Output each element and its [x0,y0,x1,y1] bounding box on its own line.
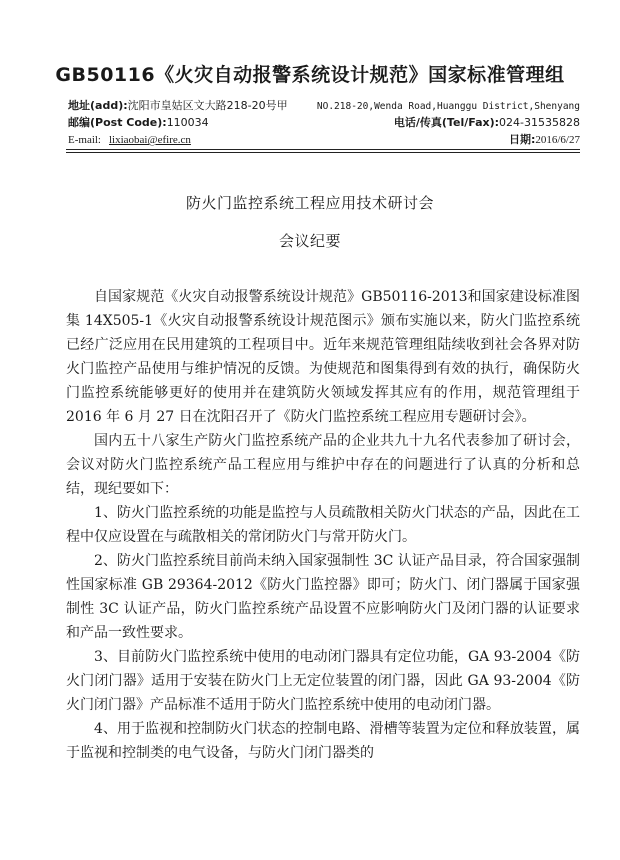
postcode-label: 邮编(Post Code): [68,116,167,129]
paragraph: 自国家规范《火灾自动报警系统设计规范》GB50116-2013和国家建设标准图集 14X505-1《火灾自动报警系统设计规范图示》颁布实施以来，防火门监控系统已经广泛应用在民用建筑的工程项目中。近年来规范管理组陆续收到社会各界对防火门监控产品使用与维护情况的反馈。为使规范和图集得到有效的执行，确保防火门监控系统能够更好的使用并在建筑防火领域发挥其应有的作用，规范管理组于 2016 年 6 月 27 日在沈阳召开了《防火门监控系统工程应用专题研讨会》。 [66,289,580,425]
postcode-value: 110034 [166,116,209,129]
date-value: 2016/6/27 [535,134,580,146]
header-divider-top [66,149,580,150]
address-cn: 沈阳市皇姑区文大路218-20号甲 [127,99,288,112]
email-link[interactable]: lixiaobai@efire.cn [109,134,191,146]
tel-value: 024-31535828 [499,116,580,129]
document-subtitle: 会议纪要 [278,232,341,250]
tel-label: 电话/传真(Tel/Fax): [393,116,500,129]
address-row [68,97,580,113]
date-group [509,131,580,147]
header-title: GB50116《火灾自动报警系统设计规范》国家标准管理组 [55,64,565,86]
postcode-group [68,114,209,130]
paragraph: 3、目前防火门监控系统中使用的电动闭门器具有定位功能，GA 93-2004《防火门闭门器》适用于安装在防火门上无定位装置的闭门器，因此 GA 93-2004《防火门闭门器》产品标准不适用于防火门监控系统中使用的电动闭门器。 [66,649,580,713]
tel-group [394,114,580,130]
paragraph: 2、防火门监控系统目前尚未纳入国家强制性 3C 认证产品目录，符合国家强制性国家标准 GB 29364-2012《防火门监控器》即可；防火门、闭门器属于国家强制性 3C 认证产品，防火门监控系统产品设置不应影响防火门及闭门器的认证要求和产品一致性要求。 [66,553,580,641]
contact-row [68,114,580,130]
paragraph: 国内五十八家生产防火门监控系统产品的企业共九十九名代表参加了研讨会，会议对防火门监控系统产品工程应用与维护中存在的问题进行了认真的分析和总结，现纪要如下： [66,433,580,497]
document-title: 防火门监控系统工程应用技术研讨会 [185,194,434,212]
paragraph: 1、防火门监控系统的功能是监控与人员疏散相关防火门状态的产品，因此在工程中仅应设置在与疏散相关的常闭防火门与常开防火门。 [66,505,580,545]
address-en: NO.218-20,Wenda Road,Huanggu District,Shenyang [316,101,580,112]
address-label: 地址(add): [68,99,128,112]
email-group [68,133,191,146]
document-body [66,285,580,765]
address-cn-group [68,97,288,113]
paragraph: 4、用于监视和控制防火门状态的控制电路、滑槽等装置为定位和释放装置，属于监视和控制类的电气设备，与防火门闭门器类的 [66,721,580,761]
email-date-row [68,131,580,147]
header-divider-bottom [66,152,580,153]
email-label: E-mail: [68,134,101,146]
date-label: 日期: [508,133,536,146]
